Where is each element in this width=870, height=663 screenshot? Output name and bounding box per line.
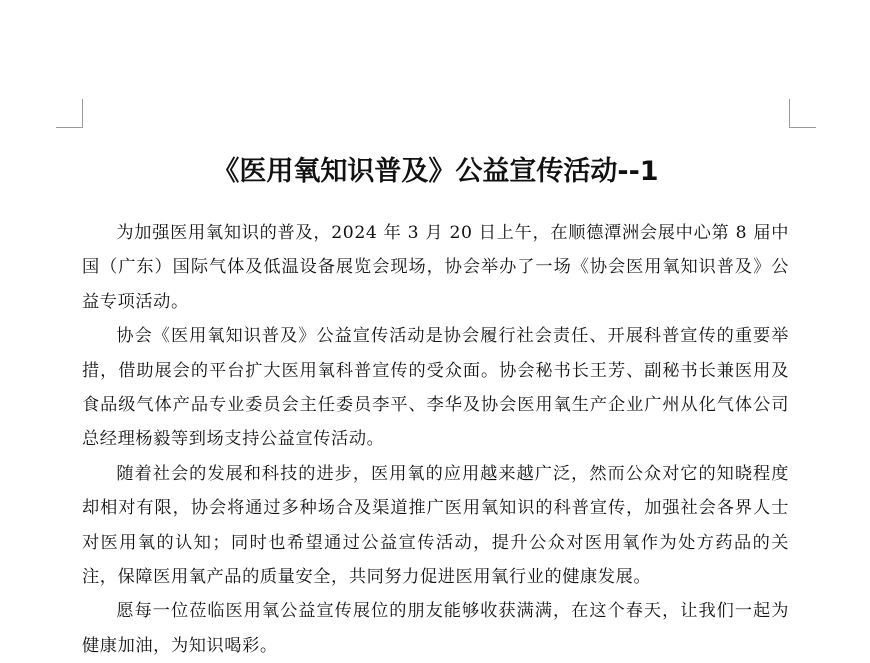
paragraph-2: 协会《医用氧知识普及》公益宣传活动是协会履行社会责任、开展科普宣传的重要举措，借助展会的平台扩大医用氧科普宣传的受众面。协会秘书长王芳、副秘书长兼医用及食品级气体产品专业委员会主任委员李平、李华及协会医用氧生产企业广州从化气体公司总经理杨毅等到场支持公益宣传活动。 [82, 326, 789, 450]
document-content[interactable] [82, 150, 789, 663]
paragraph-3: 随着社会的发展和科技的进步，医用氧的应用越来越广泛，然而公众对它的知晓程度却相对有限，协会将通过多种场合及渠道推广医用氧知识的科普宣传，加强社会各界人士对医用氧的认知；同时也希望通过公益宣传活动，提升公众对医用氧作为处方药品的关注，保障医用氧产品的质量安全，共同努力促进医用氧行业的健康发展。 [82, 463, 789, 588]
document-title: 《医用氧知识普及》公益宣传活动--1 [212, 156, 659, 187]
document-body [82, 216, 789, 663]
paragraph-1: 为加强医用氧知识的普及，2024 年 3 月 20 日上午，在顺德潭洲会展中心第 8 届中国（广东）国际气体及低温设备展览会现场，协会举办了一场《协会医用氧知识普及》公益专项活动。 [82, 223, 789, 312]
crop-mark-top-right [789, 99, 816, 128]
paragraph-4: 愿每一位莅临医用氧公益宣传展位的朋友能够收获满满，在这个春天，让我们一起为健康加油，为知识喝彩。 [82, 601, 789, 656]
crop-mark-top-left [56, 99, 83, 128]
